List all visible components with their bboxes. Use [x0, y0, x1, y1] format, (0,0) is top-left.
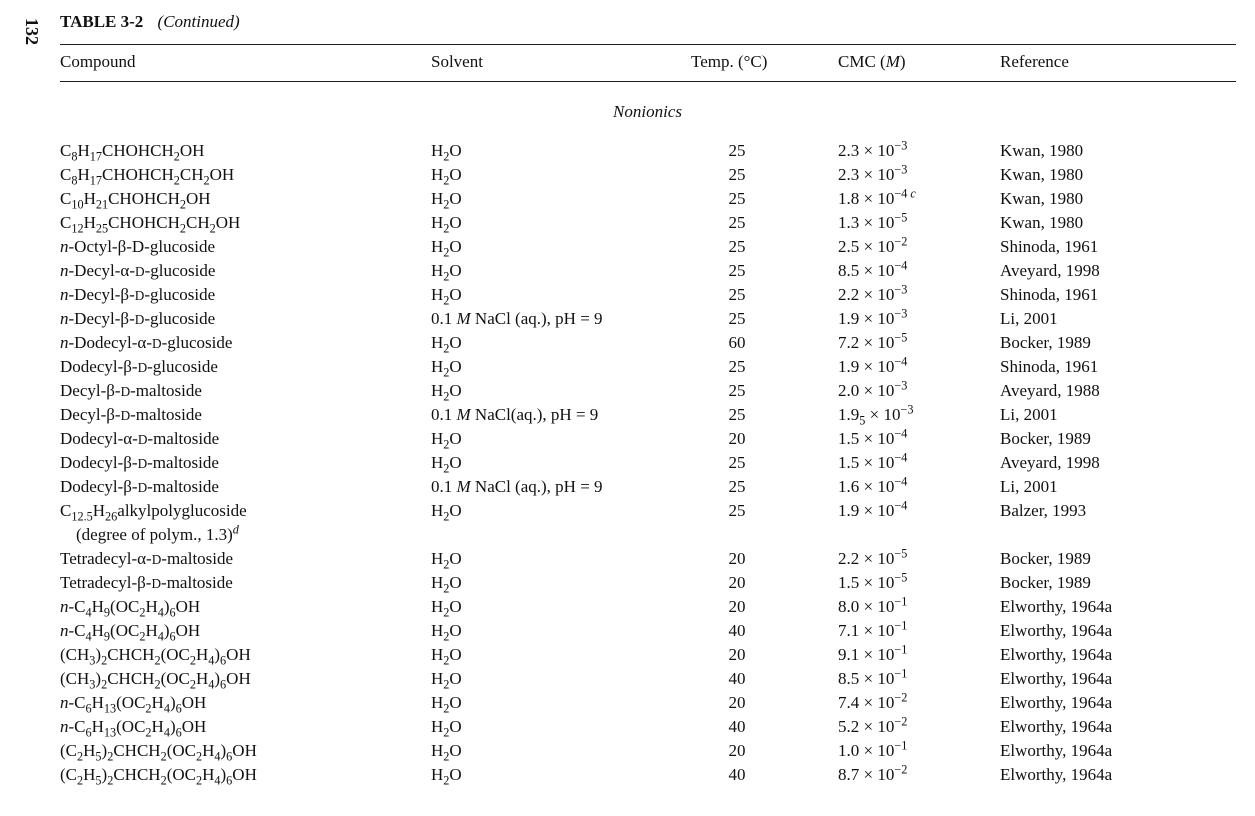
cell-compound: $C_8H_{17}CHOHCH_2OH$ [60, 141, 205, 164]
cell-solvent: $H_2O$ [431, 285, 462, 308]
table-row [0, 475, 1255, 499]
table-row [0, 163, 1255, 187]
cell-compound: Dodecyl-α-D-maltoside [60, 429, 220, 448]
cell-solvent: $H_2O$ [431, 429, 462, 452]
cell-compound: $n-C_6H_{13}(OC_2H_4)_6OH$ [60, 717, 207, 740]
cell-temp: 25 [728, 477, 746, 496]
cell-reference: Elworthy, 1964a [1000, 717, 1113, 736]
cell-reference: Elworthy, 1964a [1000, 669, 1113, 688]
cell-temp: 40 [728, 621, 746, 640]
cell-temp: 25 [728, 381, 746, 400]
cell-solvent: 0.1 M NaCl (aq.), pH = 9 [431, 477, 603, 496]
cell-cmc: $1.6 \times 10^{-4}$ [838, 474, 908, 496]
table-row [0, 595, 1255, 619]
cell-temp: 25 [728, 501, 746, 520]
header-reference: Reference [1000, 52, 1069, 71]
cell-reference: Elworthy, 1964a [1000, 621, 1113, 640]
cell-compound: Dodecyl-β-D-glucoside [60, 357, 218, 376]
cell-solvent: $H_2O$ [431, 261, 462, 284]
cell-reference: Elworthy, 1964a [1000, 765, 1113, 784]
cell-reference: Kwan, 1980 [1000, 189, 1084, 208]
table-row [0, 691, 1255, 715]
table-row [0, 643, 1255, 667]
cell-cmc: $9.1 \times 10^{-1}$ [838, 642, 908, 664]
cell-compound: $n-C_4H_9(OC_2H_4)_6OH$ [60, 621, 201, 644]
table-row [0, 739, 1255, 763]
cell-solvent: $H_2O$ [431, 165, 462, 188]
cell-temp: 25 [728, 213, 746, 232]
cell-compound: $(CH_3)_2CHCH_2(OC_2H_4)_6OH$ [60, 669, 251, 692]
table-row [0, 667, 1255, 691]
cell-reference: Elworthy, 1964a [1000, 645, 1113, 664]
cell-reference: Aveyard, 1998 [1000, 261, 1100, 280]
cell-cmc: $1.3 \times 10^{-5}$ [838, 210, 908, 232]
table-label: TABLE 3-2 [60, 12, 144, 31]
cell-reference: Balzer, 1993 [1000, 501, 1087, 520]
cell-cmc: $2.3 \times 10^{-3}$ [838, 162, 908, 184]
cell-temp: 20 [728, 693, 746, 712]
cell-temp: 25 [728, 309, 746, 328]
table-body [0, 139, 1255, 787]
cell-cmc: $1.0 \times 10^{-1}$ [838, 738, 908, 760]
cell-reference: Bocker, 1989 [1000, 429, 1091, 448]
cell-compound: Decyl-β-D-maltoside [60, 381, 202, 400]
cell-compound: n-Decyl-β-D-glucoside [60, 309, 216, 328]
table-row [0, 571, 1255, 595]
cell-compound: $(CH_3)_2CHCH_2(OC_2H_4)_6OH$ [60, 645, 251, 668]
cell-solvent: 0.1 M NaCl(aq.), pH = 9 [431, 405, 599, 424]
cell-reference: Shinoda, 1961 [1000, 285, 1099, 304]
cell-reference: Kwan, 1980 [1000, 165, 1084, 184]
cell-solvent: $H_2O$ [431, 213, 462, 236]
cell-reference: Elworthy, 1964a [1000, 693, 1113, 712]
cell-cmc: $2.5 \times 10^{-2}$ [838, 234, 908, 256]
table-row [0, 211, 1255, 235]
cell-compound: Dodecyl-β-D-maltoside [60, 453, 219, 472]
cell-cmc: $2.3 \times 10^{-3}$ [838, 138, 908, 160]
cell-temp: 25 [728, 261, 746, 280]
cell-cmc: $1.9 \times 10^{-3}$ [838, 306, 908, 328]
cell-compound: Dodecyl-β-D-maltoside [60, 477, 219, 496]
cell-reference: Kwan, 1980 [1000, 141, 1084, 160]
cell-cmc: $8.5 \times 10^{-4}$ [838, 258, 908, 280]
cell-temp: 20 [728, 573, 746, 592]
header-cmc: CMC (M) [838, 52, 906, 71]
cell-solvent: $H_2O$ [431, 189, 462, 212]
cell-reference: Bocker, 1989 [1000, 333, 1091, 352]
cell-cmc: $5.2 \times 10^{-2}$ [838, 714, 908, 736]
table-row [0, 763, 1255, 787]
cell-cmc: $7.1 \times 10^{-1}$ [838, 618, 908, 640]
cell-solvent: $H_2O$ [431, 501, 462, 524]
cell-solvent: $H_2O$ [431, 597, 462, 620]
cell-reference: Aveyard, 1988 [1000, 381, 1100, 400]
cell-solvent: $H_2O$ [431, 741, 462, 764]
cell-compound: n-Decyl-β-D-glucoside [60, 285, 216, 304]
cell-compound: $(C_2H_5)_2CHCH_2(OC_2H_4)_6OH$ [60, 741, 257, 764]
cell-cmc: $1.9_5 \times 10^{-3}$ [838, 402, 914, 428]
cell-cmc: $1.8 \times 10^{-4 c}$ [838, 186, 916, 208]
cell-cmc: $1.5 \times 10^{-5}$ [838, 570, 908, 592]
cell-reference: Bocker, 1989 [1000, 549, 1091, 568]
table-caption [60, 12, 240, 32]
cell-cmc: $1.5 \times 10^{-4}$ [838, 426, 908, 448]
cell-cmc: $7.2 \times 10^{-5}$ [838, 330, 908, 352]
cell-compound-line2: (degree of polym., 1.3)$^d$ [76, 522, 239, 544]
cell-compound: $C_{12.5}H_{26}alkylpolyglucoside$ (degree of polym., 1.3)$^d$ [60, 499, 247, 547]
cell-cmc: $8.5 \times 10^{-1}$ [838, 666, 908, 688]
cell-temp: 20 [728, 429, 746, 448]
cell-temp: 40 [728, 669, 746, 688]
cell-compound: $n-C_6H_{13}(OC_2H_4)_6OH$ [60, 693, 207, 716]
cell-compound: $C_{10}H_{21}CHOHCH_2OH$ [60, 189, 211, 212]
cell-solvent: $H_2O$ [431, 381, 462, 404]
cell-temp: 25 [728, 189, 746, 208]
cell-solvent: $H_2O$ [431, 645, 462, 668]
cell-temp: 40 [728, 765, 746, 784]
cell-compound: n-Dodecyl-α-D-glucoside [60, 333, 233, 352]
cell-temp: 40 [728, 717, 746, 736]
cell-reference: Bocker, 1989 [1000, 573, 1091, 592]
cell-cmc: $8.0 \times 10^{-1}$ [838, 594, 908, 616]
table-row [0, 283, 1255, 307]
table-row [0, 355, 1255, 379]
cell-temp: 25 [728, 357, 746, 376]
table-row [0, 331, 1255, 355]
cell-solvent: $H_2O$ [431, 357, 462, 380]
cell-reference: Elworthy, 1964a [1000, 741, 1113, 760]
cell-solvent: $H_2O$ [431, 453, 462, 476]
cell-compound: Decyl-β-D-maltoside [60, 405, 202, 424]
header-compound: Compound [60, 52, 136, 71]
header-solvent: Solvent [431, 52, 483, 71]
cell-reference: Li, 2001 [1000, 309, 1058, 328]
cell-temp: 25 [728, 141, 746, 160]
table-row [0, 547, 1255, 571]
header-temp: Temp. (°C) [691, 52, 768, 71]
cell-reference: Elworthy, 1964a [1000, 597, 1113, 616]
cell-temp: 20 [728, 597, 746, 616]
cell-solvent: 0.1 M NaCl (aq.), pH = 9 [431, 309, 603, 328]
cell-solvent: $H_2O$ [431, 765, 462, 788]
cell-reference: Shinoda, 1961 [1000, 357, 1099, 376]
table-row [0, 139, 1255, 163]
cell-temp: 20 [728, 645, 746, 664]
cell-compound: Tetradecyl-α-D-maltoside [60, 549, 234, 568]
cell-reference: Aveyard, 1998 [1000, 453, 1100, 472]
cell-reference: Li, 2001 [1000, 405, 1058, 424]
cell-temp: 25 [728, 453, 746, 472]
table-row [0, 259, 1255, 283]
table-row [0, 379, 1255, 403]
cell-cmc: $2.0 \times 10^{-3}$ [838, 378, 908, 400]
page-number: 132 [22, 18, 42, 45]
cell-solvent: $H_2O$ [431, 549, 462, 572]
cell-cmc: $2.2 \times 10^{-3}$ [838, 282, 908, 304]
cell-cmc: $8.7 \times 10^{-2}$ [838, 762, 908, 784]
cell-compound: n-Decyl-α-D-glucoside [60, 261, 216, 280]
cell-temp: 25 [728, 237, 746, 256]
cell-temp: 25 [728, 405, 746, 424]
cell-cmc: $1.9 \times 10^{-4}$ [838, 498, 908, 520]
cell-compound: Tetradecyl-β-D-maltoside [60, 573, 233, 592]
table-row [0, 307, 1255, 331]
cell-solvent: $H_2O$ [431, 693, 462, 716]
table-row [0, 403, 1255, 427]
table-row [0, 499, 1255, 547]
table-row [0, 235, 1255, 259]
header-rule [60, 81, 1236, 82]
cell-compound: $(C_2H_5)_2CHCH_2(OC_2H_4)_6OH$ [60, 765, 257, 788]
cell-solvent: $H_2O$ [431, 717, 462, 740]
table-row [0, 427, 1255, 451]
cell-solvent: $H_2O$ [431, 573, 462, 596]
cell-solvent: $H_2O$ [431, 669, 462, 692]
table-row [0, 187, 1255, 211]
table-row [0, 451, 1255, 475]
cell-reference: Li, 2001 [1000, 477, 1058, 496]
section-title: Nonionics [613, 102, 682, 121]
table-row [0, 715, 1255, 739]
cell-solvent: $H_2O$ [431, 141, 462, 164]
cell-temp: 20 [728, 741, 746, 760]
cell-compound: $C_{12}H_{25}CHOHCH_2CH_2OH$ [60, 213, 241, 236]
cell-cmc: $7.4 \times 10^{-2}$ [838, 690, 908, 712]
cell-solvent: $H_2O$ [431, 621, 462, 644]
cell-reference: Shinoda, 1961 [1000, 237, 1099, 256]
cell-temp: 25 [728, 285, 746, 304]
table-row [0, 619, 1255, 643]
cell-cmc: $1.9 \times 10^{-4}$ [838, 354, 908, 376]
cell-temp: 25 [728, 165, 746, 184]
cell-temp: 20 [728, 549, 746, 568]
cell-solvent: $H_2O$ [431, 333, 462, 356]
cell-solvent: $H_2O$ [431, 237, 462, 260]
cell-cmc: $1.5 \times 10^{-4}$ [838, 450, 908, 472]
cell-temp: 60 [728, 333, 746, 352]
cell-compound: $n-C_4H_9(OC_2H_4)_6OH$ [60, 597, 201, 620]
cell-reference: Kwan, 1980 [1000, 213, 1084, 232]
cell-compound: $C_8H_{17}CHOHCH_2CH_2OH$ [60, 165, 235, 188]
top-rule [60, 44, 1236, 45]
table-continued: (Continued) [157, 12, 240, 31]
cell-cmc: $2.2 \times 10^{-5}$ [838, 546, 908, 568]
cell-compound: n-Octyl-β-D-glucoside [60, 237, 215, 256]
